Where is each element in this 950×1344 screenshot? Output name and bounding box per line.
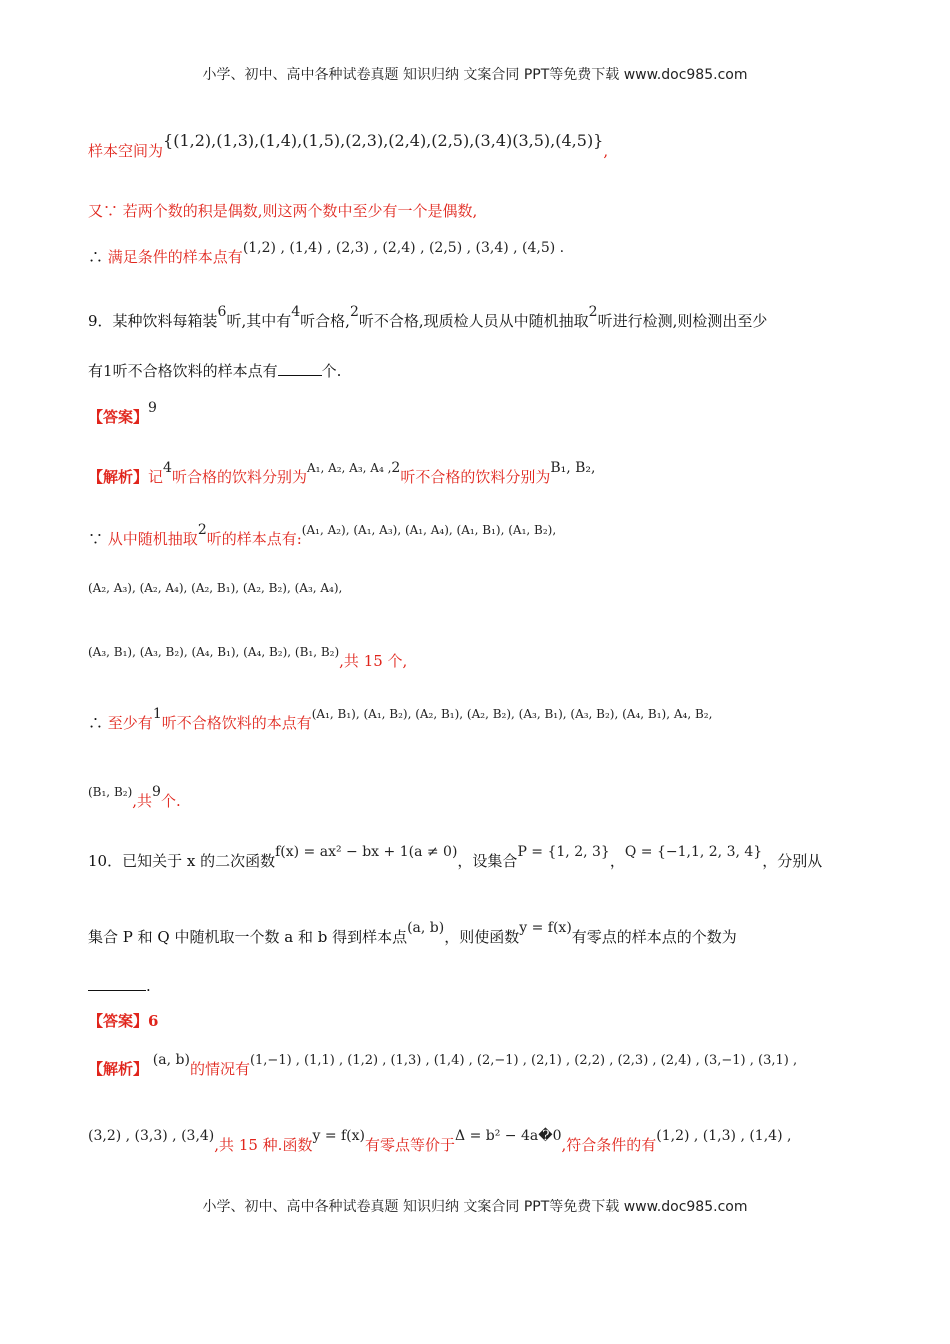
q10-line2-a: 集合 P 和 Q 中随机取一个数 a 和 b 得到样本点 bbox=[88, 928, 408, 946]
explain-tag-10: 【解析】 bbox=[88, 1060, 149, 1078]
e9-line2-math: (A₁, A₂), (A₁, A₃), (A₁, A₄), (A₁, B₁), (A₁, B₂), bbox=[301, 523, 557, 537]
answer-value-10: 6 bbox=[148, 1012, 159, 1030]
e9-line-4 bbox=[88, 645, 408, 671]
q10-function: f(x) = ax² − bx + 1(a ≠ 0) bbox=[275, 844, 458, 860]
e10-func-y: y = f(x) bbox=[312, 1128, 365, 1144]
e9-num-4: 4 bbox=[163, 460, 172, 476]
q10-set-p: P = {1, 2, 3} bbox=[517, 844, 610, 860]
answer-tag-9: 【答案】 bbox=[88, 408, 149, 426]
q10-answer-blank bbox=[88, 976, 146, 991]
sample-space-set: {(1,2),(1,3),(1,4),(1,5),(2,3),(2,4),(2,5),(3,4)(3,5),(4,5)} bbox=[163, 131, 604, 150]
e10-sample-point: (a, b) bbox=[152, 1052, 190, 1068]
sample-space-line bbox=[88, 131, 609, 161]
q10-text-2: ，设集合 bbox=[457, 852, 518, 870]
q10-text-3: ， bbox=[609, 852, 625, 870]
q10-line-3 bbox=[88, 976, 151, 995]
e9-line6-b: 个. bbox=[160, 792, 181, 810]
e10-cases-math: (1,−1) , (1,1) , (1,2) , (1,3) , (1,4) , (2,−1) , (2,1) , (2,2) , (2,3) , (2,4) , (3,−1) , (3,1) , bbox=[249, 1053, 798, 1068]
e9-line6-math: (B₁, B₂) bbox=[88, 785, 133, 799]
therefore-symbol-2: ∴ bbox=[88, 714, 104, 732]
therefore-symbol: ∴ bbox=[88, 248, 104, 266]
e9-line-6 bbox=[88, 784, 181, 811]
page-footer: 小学、初中、高中各种试卷真题 知识归纳 文案合同 PPT等免费下载 www.doc985.com bbox=[202, 1199, 748, 1215]
e10-valid-math: (1,2) , (1,3) , (1,4) , bbox=[656, 1128, 792, 1144]
q10-set-q: Q = {−1,1, 2, 3, 4} bbox=[624, 844, 763, 860]
e9-line-1 bbox=[88, 460, 596, 487]
q9-text-5: 听进行检测,则检测出至少 bbox=[597, 312, 768, 330]
q9-line2-c: 个. bbox=[321, 362, 342, 380]
q10-line3-end: . bbox=[146, 977, 151, 995]
e9-line2-a: 从中随机抽取 bbox=[107, 530, 198, 548]
q9-num-4: 4 bbox=[291, 304, 301, 320]
sample-space-label: 样本空间为 bbox=[88, 142, 164, 160]
q9-line2-b: 听不合格饮料的样本点有 bbox=[112, 362, 278, 380]
e9-line6-num: 9 bbox=[152, 784, 161, 800]
e9-text-1: 记 bbox=[148, 468, 164, 486]
e9-text-3: 听不合格的饮料分别为 bbox=[400, 468, 551, 486]
q10-func-y: y = f(x) bbox=[519, 920, 572, 936]
satisfying-points-math: (1,2) , (1,4) , (2,3) , (2,4) , (2,5) , (3,4) , (4,5) . bbox=[242, 240, 565, 256]
because-symbol: ∵ bbox=[88, 530, 104, 548]
q10-text-1: 10．已知关于 x 的二次函数 bbox=[88, 852, 276, 870]
even-product-line: 又∵ 若两个数的积是偶数,则这两个数中至少有一个是偶数, bbox=[88, 202, 478, 220]
e9-line5-a: 至少有 bbox=[107, 714, 153, 732]
q10-line2-b: ，则使函数 bbox=[444, 928, 520, 946]
q9-line2-a: 有 bbox=[88, 362, 104, 380]
e10-text-2: ,共 15 种.函数 bbox=[214, 1136, 313, 1154]
e9-line-2 bbox=[88, 522, 557, 549]
q10-line-2 bbox=[88, 920, 737, 947]
page-header: 小学、初中、高中各种试卷真题 知识归纳 文案合同 PPT等免费下载 www.doc985.com bbox=[202, 67, 748, 83]
e9-line-3 bbox=[88, 581, 343, 606]
e9-line-5 bbox=[88, 706, 713, 733]
answer-tag-10: 【答案】 bbox=[88, 1012, 149, 1030]
q10-line-1 bbox=[88, 844, 823, 871]
e9-line5-b: 听不合格饮料的本点有 bbox=[161, 714, 312, 732]
q9-answer-blank bbox=[278, 361, 322, 376]
a10-line bbox=[88, 1010, 158, 1031]
e10-cases-math-2: (3,2) , (3,3) , (3,4) bbox=[88, 1128, 215, 1144]
q9-text-3: 听合格, bbox=[300, 312, 350, 330]
sample-space-end: , bbox=[603, 142, 609, 160]
e9-text-2: 听合格的饮料分别为 bbox=[171, 468, 307, 486]
e9-line5-math: (A₁, B₁), (A₁, B₂), (A₂, B₁), (A₂, B₂), (A₃, B₁), (A₃, B₂), (A₄, B₁), A₄, B₂, bbox=[311, 707, 713, 721]
q9-num-2: 2 bbox=[349, 304, 359, 320]
explain-tag-9: 【解析】 bbox=[88, 468, 149, 486]
q9-text-2: 听,其中有 bbox=[226, 312, 292, 330]
answer-value-9: 9 bbox=[148, 400, 157, 416]
e10-line-2 bbox=[88, 1128, 792, 1155]
e9-line5-num: 1 bbox=[152, 706, 162, 722]
e10-discriminant: Δ = b² − 4a�0 bbox=[455, 1128, 562, 1144]
e9-line6-a: ,共 bbox=[132, 792, 153, 810]
q9-text-1: 9．某种饮料每箱装 bbox=[88, 312, 218, 330]
satisfying-points-line bbox=[88, 240, 565, 267]
q9-text-4: 听不合格,现质检人员从中随机抽取 bbox=[358, 312, 589, 330]
q9-line-1 bbox=[88, 304, 768, 331]
q9-line-2 bbox=[88, 360, 341, 381]
e10-text-1: 的情况有 bbox=[189, 1060, 250, 1078]
q10-sample-point: (a, b) bbox=[407, 920, 445, 936]
q9-num-6: 6 bbox=[217, 304, 227, 320]
q10-line2-c: 有零点的样本点的个数为 bbox=[571, 928, 737, 946]
q9-num-1: 1 bbox=[103, 362, 113, 380]
e9-math-b: B₁, B₂, bbox=[550, 460, 596, 476]
e9-line2-b: 听的样本点有: bbox=[206, 530, 302, 548]
e9-line2-num: 2 bbox=[197, 522, 207, 538]
q9-num-2b: 2 bbox=[588, 304, 598, 320]
a9-line bbox=[88, 400, 157, 427]
e10-line-1 bbox=[88, 1052, 798, 1079]
e9-math-a: A₁, A₂, A₃, A₄ , bbox=[306, 461, 392, 475]
satisfying-points-label: 满足条件的样本点有 bbox=[107, 248, 243, 266]
q10-text-4: ，分别从 bbox=[762, 852, 823, 870]
e9-line4-text: ,共 15 个, bbox=[339, 652, 408, 670]
e10-text-3: 有零点等价于 bbox=[365, 1136, 456, 1154]
e9-num-2: 2 bbox=[391, 460, 401, 476]
e9-line3-math: (A₂, A₃), (A₂, A₄), (A₂, B₁), (A₂, B₂), (A₃, A₄), bbox=[88, 581, 343, 595]
e9-line4-math: (A₃, B₁), (A₃, B₂), (A₄, B₁), (A₄, B₂), (B₁, B₂) bbox=[88, 645, 340, 659]
e10-text-4: ,符合条件的有 bbox=[561, 1136, 657, 1154]
